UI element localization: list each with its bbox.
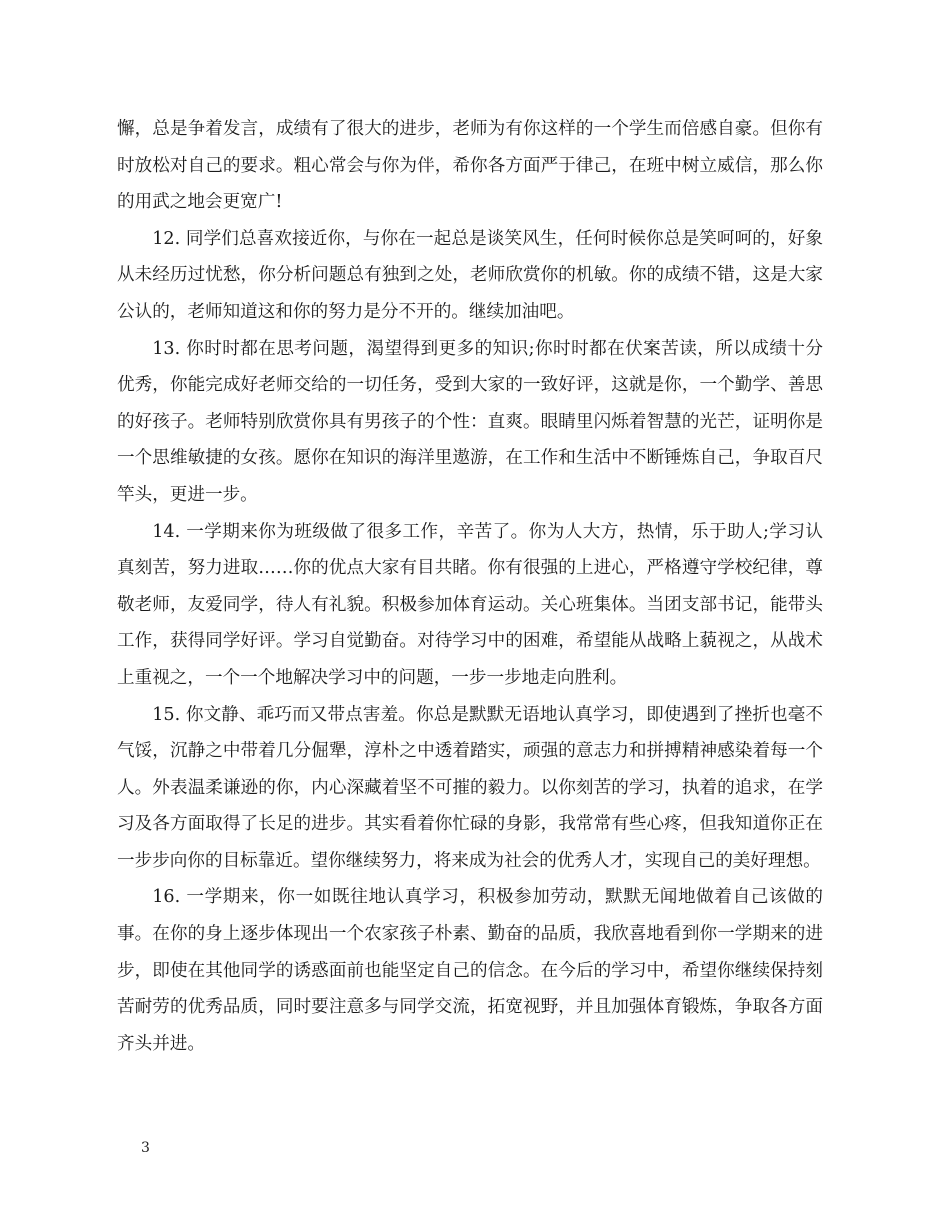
paragraph-16: 16. 一学期来，你一如既往地认真学习，积极参加劳动，默默无闻地做着自己该做的事。在你的身上逐步体现出一个农家孩子朴素、勤奋的品质，我欣喜地看到你一学期来的进步，即使在其他同学的诱惑面前也能坚定自己的信念。在今后的学习中，希望你继续保持刻苦耐劳的优秀品质，同时要注意多与同学交流，拓宽视野，并且加强体育锻炼，争取各方面齐头并进。 — [117, 887, 823, 1054]
paragraph-14: 14. 一学期来你为班级做了很多工作，辛苦了。你为人大方，热情，乐于助人;学习认真刻苦，努力进取……你的优点大家有目共睹。你有很强的上进心，严格遵守学校纪律，尊敬老师，友爱同学，待人有礼貌。积极参加体育运动。关心班集体。当团支部书记，能带头工作，获得同学好评。学习自觉勤奋。对待学习中的困难，希望能从战略上藐视之，从战术上重视之，一个一个地解决学习中的问题，一步一步地走向胜利。 — [117, 521, 823, 688]
paragraph-continued: 懈，总是争着发言，成绩有了很大的进步，老师为有你这样的一个学生而倍感自豪。但你有时放松对自己的要求。粗心常会与你为伴，希你各方面严于律己，在班中树立威信，那么你的用武之地会更宽广! — [117, 119, 823, 213]
paragraph-13: 13. 你时时都在思考问题，渴望得到更多的知识;你时时都在伏案苦读，所以成绩十分优秀，你能完成好老师交给的一切任务，受到大家的一致好评，这就是你，一个勤学、善思的好孩子。老师特别欣赏你具有男孩子的个性：直爽。眼睛里闪烁着智慧的光芒，证明你是一个思维敏捷的女孩。愿你在知识的海洋里遨游，在工作和生活中不断锤炼自己，争取百尺竿头，更进一步。 — [117, 338, 823, 505]
document-body — [117, 111, 823, 1062]
page-number: 3 — [141, 1140, 150, 1156]
paragraph-15: 15. 你文静、乖巧而又带点害羞。你总是默默无语地认真学习，即使遇到了挫折也毫不气馁，沉静之中带着几分倔犟，淳朴之中透着踏实，顽强的意志力和拼搏精神感染着每一个人。外表温柔谦逊的你，内心深藏着坚不可摧的毅力。以你刻苦的学习，执着的追求，在学习及各方面取得了长足的进步。其实看着你忙碌的身影，我常常有些心疼，但我知道你正在一步步向你的目标靠近。望你继续努力，将来成为社会的优秀人才，实现自己的美好理想。 — [117, 704, 823, 871]
paragraph-12: 12. 同学们总喜欢接近你，与你在一起总是谈笑风生，任何时候你总是笑呵呵的，好象从未经历过忧愁，你分析问题总有独到之处，老师欣赏你的机敏。你的成绩不错，这是大家公认的，老师知道这和你的努力是分不开的。继续加油吧。 — [117, 228, 823, 322]
